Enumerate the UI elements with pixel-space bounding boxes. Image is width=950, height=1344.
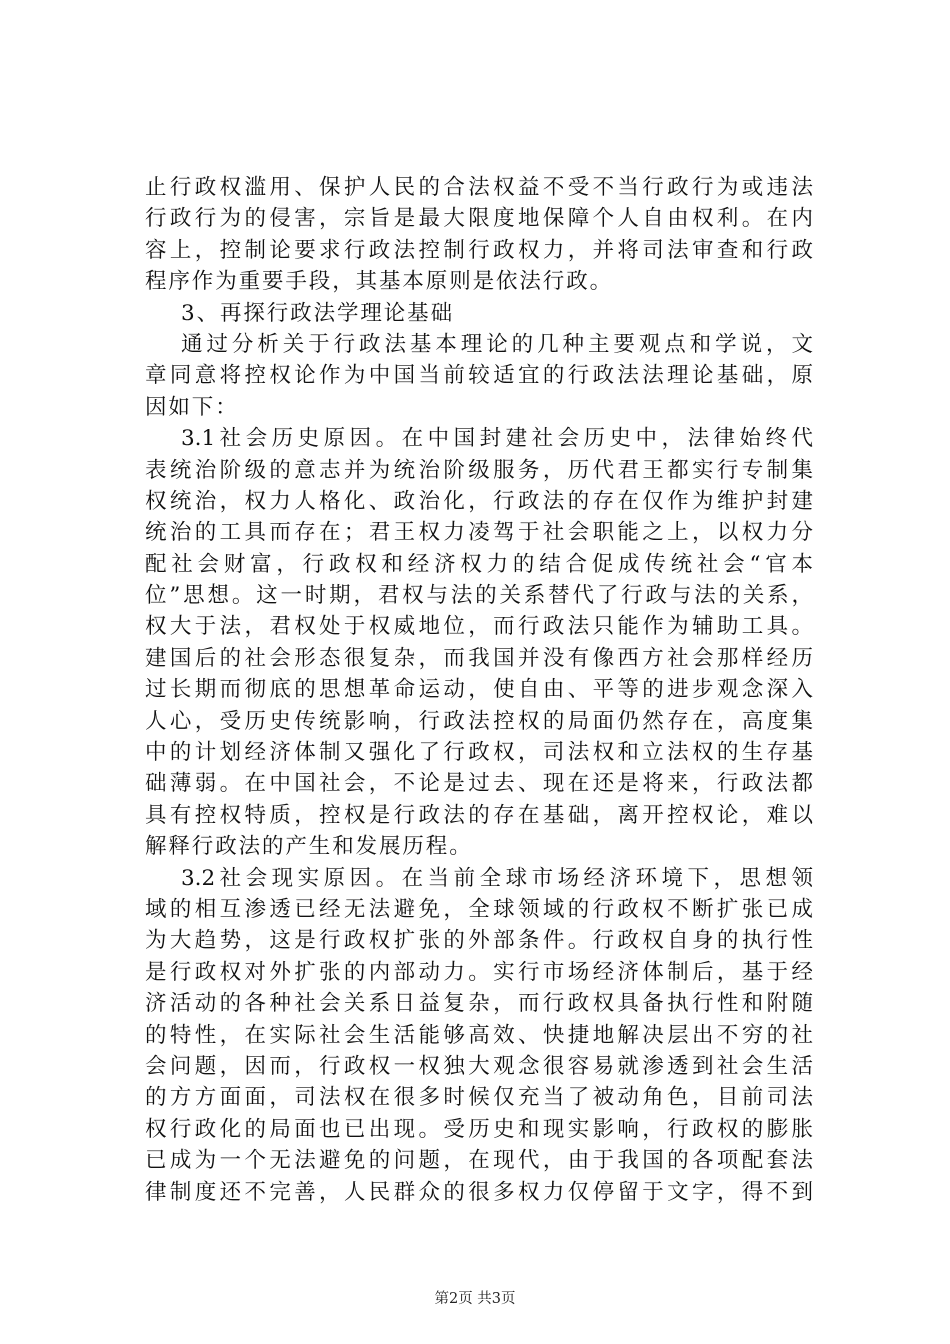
text-line: 因如下：	[145, 394, 239, 420]
text-line: 配社会财富，行政权和经济权力的结合促成传统社会“官本	[145, 551, 813, 577]
text-line: 容上，控制论要求行政法控制行政权力，并将司法审查和行政	[145, 237, 813, 263]
text-line: 解释行政法的产生和发展历程。	[145, 834, 473, 860]
text-line: 行政行为的侵害，宗旨是最大限度地保障个人自由权利。在内	[145, 206, 813, 232]
text-line: 权行政化的局面也已出现。受历史和现实影响，行政权的膨胀	[145, 1116, 813, 1142]
text-line: 律制度还不完善，人民群众的很多权力仅停留于文字，得不到	[145, 1179, 813, 1205]
text-line: 的特性，在实际社会生活能够高效、快捷地解决层出不穷的社	[145, 1022, 813, 1048]
text-line: 的方方面面，司法权在很多时候仅充当了被动角色，目前司法	[145, 1085, 813, 1111]
text-line: 人心，受历史传统影响，行政法控权的局面仍然存在，高度集	[145, 708, 813, 734]
text-line: 位”思想。这一时期，君权与法的关系替代了行政与法的关系，	[145, 583, 813, 609]
text-line: 具有控权特质，控权是行政法的存在基础，离开控权论，难以	[145, 802, 813, 828]
text-line: 域的相互渗透已经无法避免，全球领域的行政权不断扩张已成	[145, 896, 813, 922]
text-line: 权大于法，君权处于权威地位，而行政法只能作为辅助工具。	[145, 614, 813, 640]
text-line: 为大趋势，这是行政权扩张的外部条件。行政权自身的执行性	[145, 928, 813, 954]
text-line: 章同意将控权论作为中国当前较适宜的行政法法理论基础，原	[145, 363, 813, 389]
text-line: 是行政权对外扩张的内部动力。实行市场经济体制后，基于经	[145, 959, 813, 985]
text-line: 中的计划经济体制又强化了行政权，司法权和立法权的生存基	[145, 740, 813, 766]
text-line: 通过分析关于行政法基本理论的几种主要观点和学说，文	[181, 331, 813, 357]
text-line: 统治的工具而存在；君王权力凌驾于社会职能之上，以权力分	[145, 520, 813, 546]
text-line: 权统治，权力人格化、政治化，行政法的存在仅作为维护封建	[145, 488, 813, 514]
text-line: 过长期而彻底的思想革命运动，使自由、平等的进步观念深入	[145, 677, 813, 703]
section-heading: 3、再探行政法学理论基础	[181, 300, 454, 326]
text-line: 济活动的各种社会关系日益复杂，而行政权具备执行性和附随	[145, 991, 813, 1017]
text-line: 已成为一个无法避免的问题，在现代，由于我国的各项配套法	[145, 1148, 813, 1174]
text-line: 建国后的社会形态很复杂，而我国并没有像西方社会那样经历	[145, 645, 813, 671]
text-line: 3.2社会现实原因。在当前全球市场经济环境下，思想领	[181, 865, 813, 891]
page-number: 第2页 共3页	[434, 1291, 516, 1307]
text-line: 础薄弱。在中国社会，不论是过去、现在还是将来，行政法都	[145, 771, 813, 797]
text-line: 表统治阶级的意志并为统治阶级服务，历代君王都实行专制集	[145, 457, 813, 483]
text-line: 止行政权滥用、保护人民的合法权益不受不当行政行为或违法	[145, 175, 813, 200]
document-body	[145, 172, 813, 1208]
text-line: 会问题，因而，行政权一权独大观念很容易就渗透到社会生活	[145, 1053, 813, 1079]
text-line: 程序作为重要手段，其基本原则是依法行政。	[145, 269, 614, 295]
text-line: 3.1社会历史原因。在中国封建社会历史中，法律始终代	[181, 426, 813, 452]
